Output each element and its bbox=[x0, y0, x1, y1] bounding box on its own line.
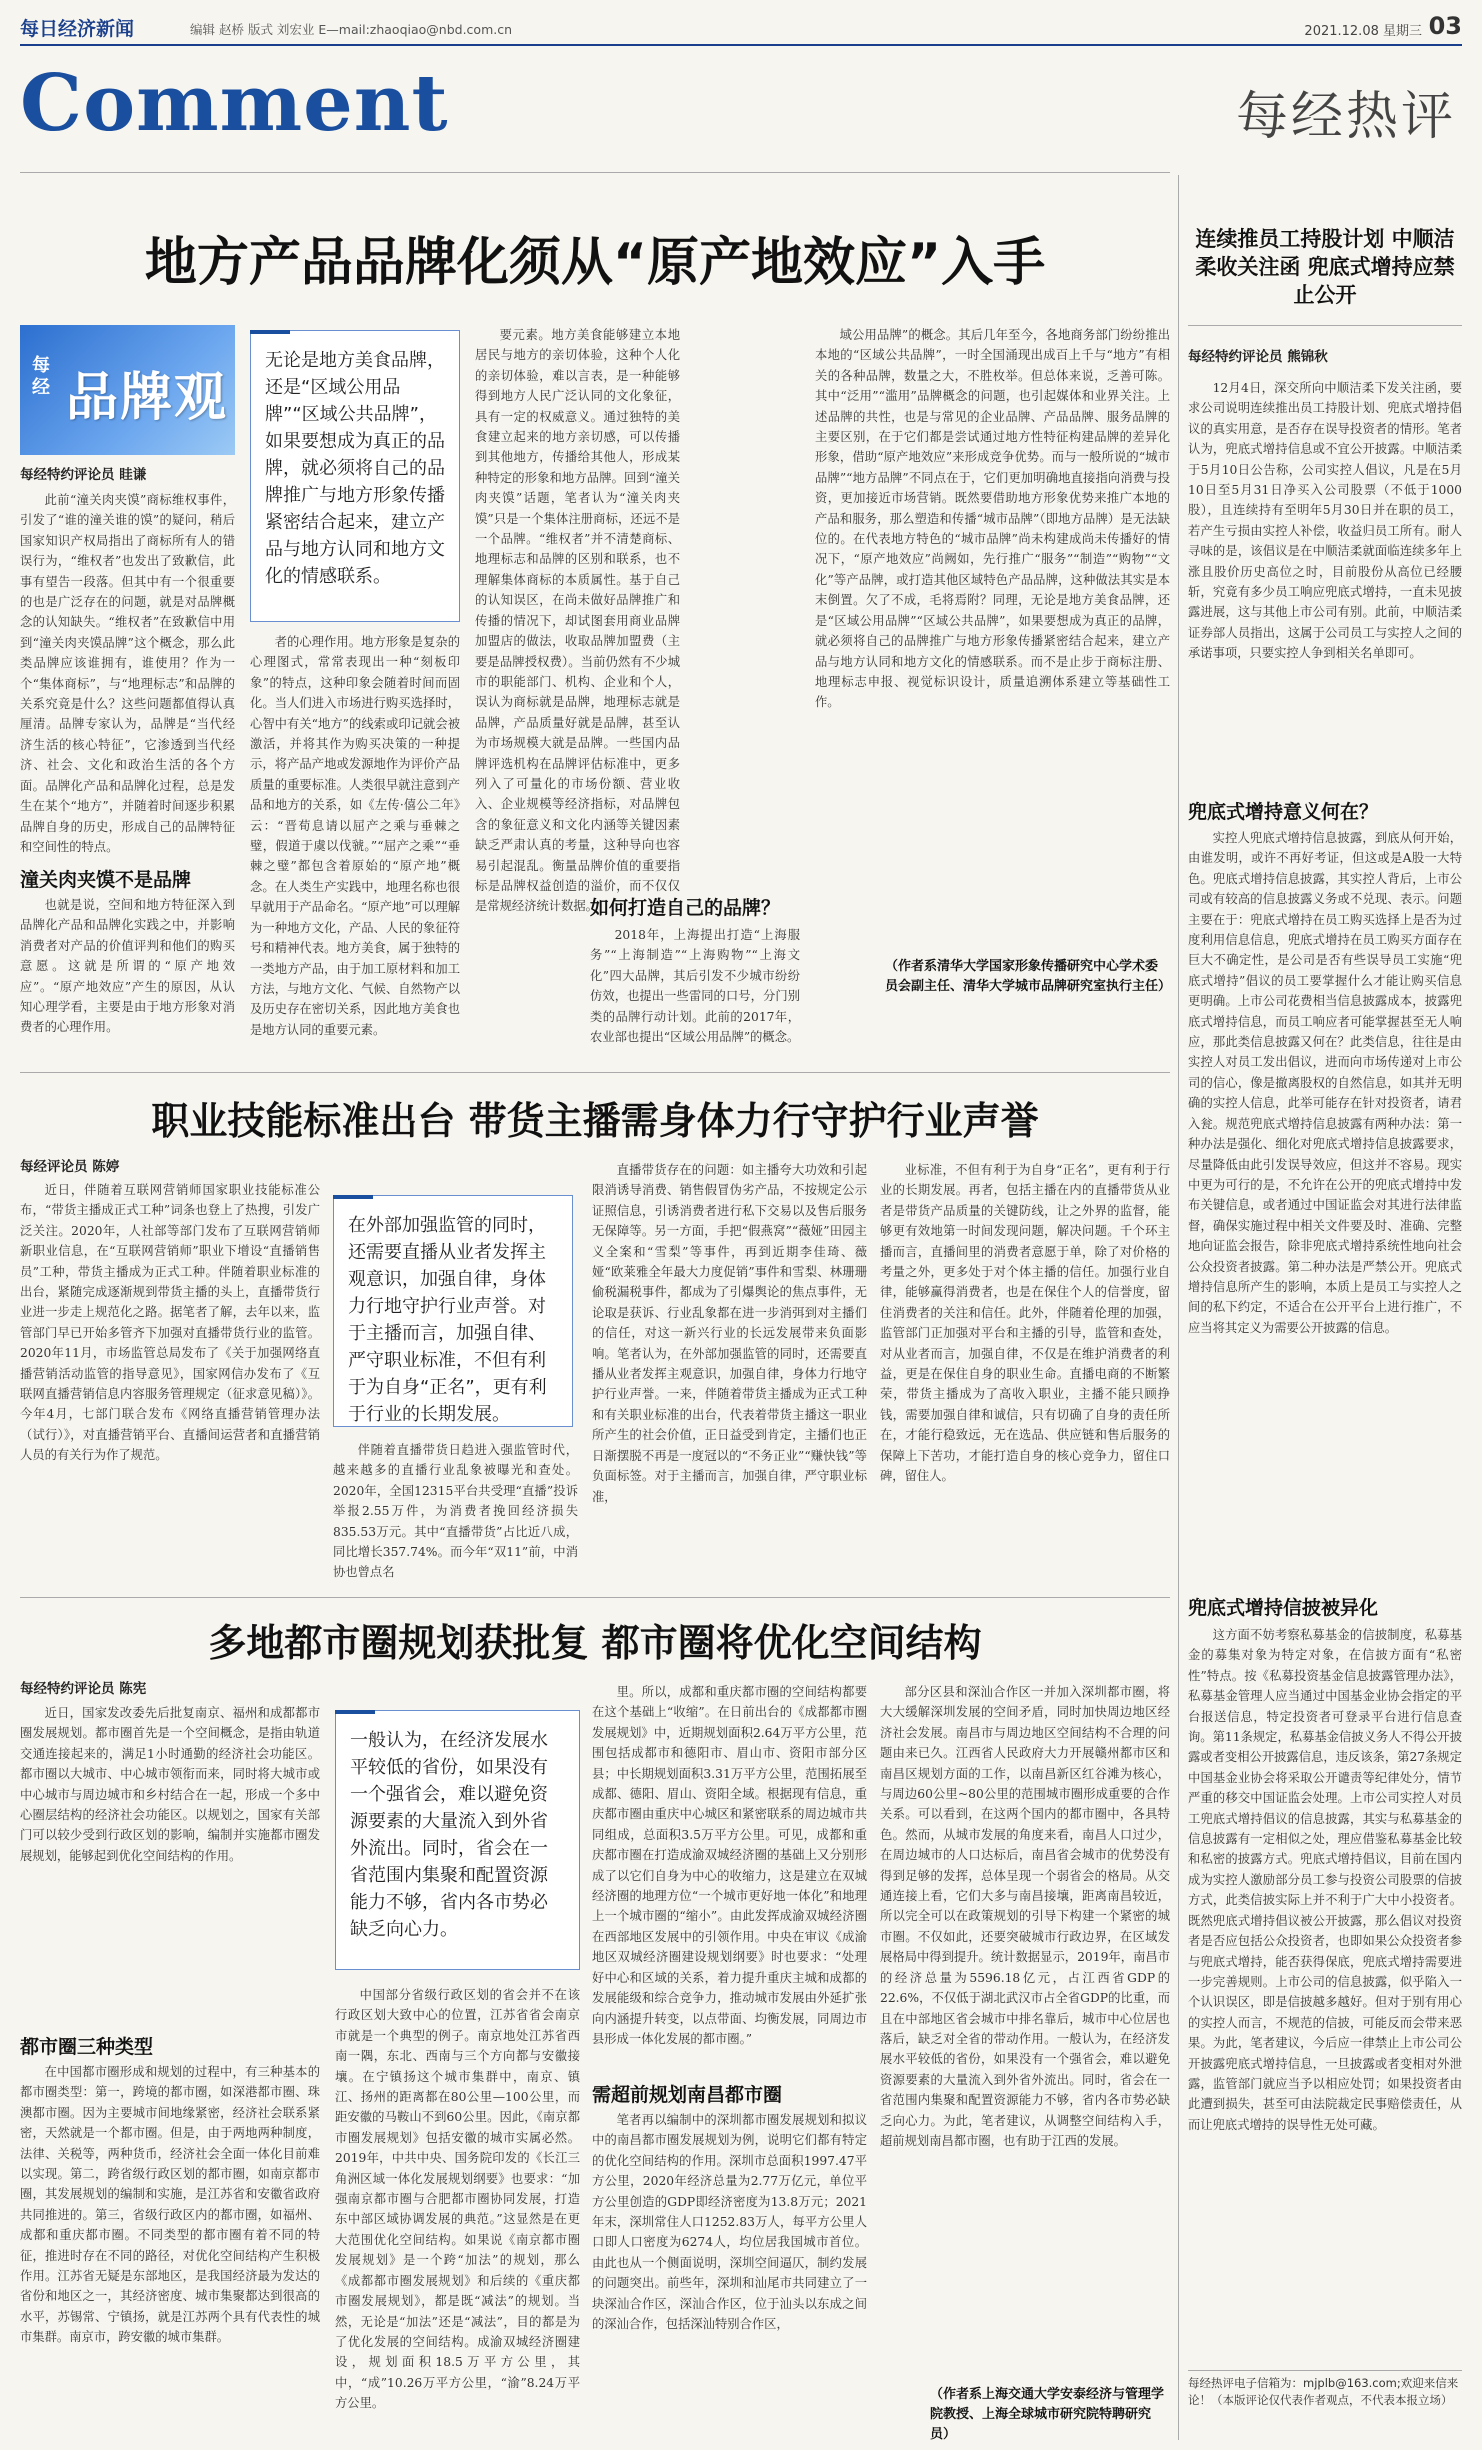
article2-col1: 近日，伴随着互联网营销师国家职业技能标准公布，“带货主播成正式工种”词条也登上了热搜，引发广泛关注。2020年，人社部等部门发布了互联网营销师新职业信息，在“互联网营销师”职业下增设“直播销售员”工种，带货主播成为正式工种。伴随着职业标准的出台，紧随完成逐渐规到带货主播的头上，直播带货行业进一步走上规范化之路。据笔者了解，去年以来，监管部门早已开始多管齐下加强对直播带货行业的监管。2020年11月，市场监管总局发布了《关于加强网络直播营销活动监管的指导意见》，国家网信办发布了《互联网直播营销信息内容服务管理规定（征求意见稿）》。今年4月，七部门联合发布《网络直播营销管理办法（试行）》，对直播营销平台、直播间运营者和直播营销人员的有关行为作了规范。 bbox=[20, 1183, 320, 1463]
article1-col1b: 也就是说，空间和地方特征深入到品牌化产品和品牌化实践之中，并影响消费者对产品的价值评判和他们的购买意愿。这就是所谓的“原产地效应”。“原产地效应”产生的原因，从认知心理学看，主要是由于地方形象对消费者的心理作用。 bbox=[20, 898, 235, 1035]
page-number: 03 bbox=[1428, 12, 1462, 40]
article1-col3: 要元素。地方美食能够建立本地居民与地方的亲切体验，这种个人化的亲切体验，难以言表，是一种能够得到地方人民广泛认同的文化象征，具有一定的权威意义。通过独特的美食建立起来的地方亲切感，可以传播到其他地方，传播给其他人，形成某种特定的形象和地方品牌。回到“潼关肉夹馍”话题，笔者认为“潼关肉夹馍”只是一个集体注册商标，还远不是一个品牌。“维权者”并不清楚商标、地理标志和品牌的区别和联系，也不理解集体商标的本质属性。基于自己的认知误区，在尚未做好品牌推广和传播的情况下，却试图套用商业品牌加盟店的做法，收取品牌加盟费（主要是品牌授权费）。当前仍然有不少城市的职能部门、机构、企业和个人，误认为商标就是品牌，地理标志就是品牌，产品质量好就是品牌，甚至认为市场规模大就是品牌。一些国内品牌评选机构在品牌评估标准中，更多列入了可量化的市场份额、营业收入、企业规模等经济指标，对品牌包含的象征意义和文化内涵等关键因素缺乏严肃认真的考量，这种导向也容易引起混乱。衡量品牌价值的重要指标是品牌权益创造的溢价，而不仅仅是常规经济统计数据。 bbox=[475, 328, 680, 914]
right-headline-rule bbox=[1188, 325, 1462, 326]
article2-col3: 直播带货存在的问题：如主播夸大功效和引起限消诱导消费、销售假冒伪劣产品，不按规定公示证照信息，引诱消费者进行私下交易以及售后服务无保障等。另一方面，手把“假燕窝”“薇娅”田园主义全案和“雪梨”等事件，再到近期李佳琦、薇娅“欧莱雅全年最大力度促销”事件和雪梨、林珊珊偷税漏税事件，都成为了引爆舆论的焦点事件，无论取是获诉、行业乱象都在进一步消弭到对主播们的信任，对这一新兴行业的长远发展带来负面影响。笔者认为，在外部加强监管的同时，还需要直播从业者发挥主观意识，加强自律，身体力行地守护行业声誉。一来，伴随着带货主播成为正式工种和有关职业标准的出台，代表着带货主播这一职业所产生的社会价值，正日益受到肯定，主播们也正日渐摆脱不再是一度冠以的“不务正业”“赚快钱”等负面标签。对于主播而言，加强自律，严守职业标准， bbox=[592, 1163, 867, 1504]
article3-col1: 近日，国家发改委先后批复南京、福州和成都都市圈发展规划。都市圈首先是一个空间概念，是指由轨道交通连接起来的，满足1小时通勤的经济社会功能区。都市圈以大城市、中心城市领衔而来，同时将大城市或中心城市与周边城市和乡村结合在一起，形成一个多中心圈层结构的经济社会功能区。以规划之，国家有关部门可以较少受到行政区划的影响，编制并实施都市圈发展规划，能够起到优化空间结构的作用。 bbox=[20, 1706, 320, 1863]
article1-byline: 每经特约评论员 眭谦 bbox=[20, 467, 147, 483]
article-divider-1 bbox=[20, 1072, 1170, 1073]
email-note-rule bbox=[1188, 2370, 1462, 2371]
article3-col2: 中国部分省级行政区划的省会并不在该行政区划大致中心的位置，江苏省省会南京市就是一个典型的例子。南京地处江苏省西南一隅，东北、西南与三个方向都与安徽接壤。在宁镇扬这个城市集群中，南京、镇江、扬州的距离都在80公里—100公里，而距安徽的马鞍山不到60公里。因此，《南京都市圈发展规划》包括安徽的城市实属必然。2019年，中共中央、国务院印发的《长江三角洲区域一体化发展规划纲要》也要求：“加强南京都市圈与合肥都市圈协同发展，打造东中部区域协调发展的典范。”这显然是在更大范围优化空间结构。如果说《南京都市圈发展规划》是一个跨“加法”的规划，那么《成都都市圈发展规划》和后续的《重庆都市圈发展规划》，都是既“减法”的规划。当然，无论是“加法”还是“减法”，目的都是为了优化发展的空间结构。成渝双城经济圈建设，规划面积18.5万平方公里，其中，“成”10.26万平方公里，“渝”8.24万平方公里。 bbox=[335, 1988, 580, 2411]
article1-subhead1: 潼关肉夹馍不是品牌 bbox=[20, 869, 192, 891]
article2-headline: 职业技能标准出台 带货主播需身体力行守护行业声誉 bbox=[151, 1099, 1039, 1143]
article1-col2: 者的心理作用。地方形象是复杂的心理图式，常常表现出一种“刻板印象”的特点，这种印象会随着时间而固化。当人们进入市场进行购买选择时，心智中有关“地方”的线索或印记就会被激活，并将其作为购买决策的一种提示，将产品产地或发源地作为评价产品质量的重要标准。人类很早就注意到产品和地方的关系，如《左传·僖公二年》云：“晋荀息请以屈产之乘与垂棘之璧，假道于虞以伐虢。”“屈产之乘”“垂棘之璧”都包含着原始的“原产地”概念。在人类生产实践中，地理名称也很早就用于产品命名。“原产地”可以理解为一种地方文化，产品、人民的象征符号和精神代表。地方美食，属于独特的一类地方产品，由于加工原材料和加工方法，与地方文化、气候、自然物产以及历史存在密切关系，因此地方美食也是地方认同的重要元素。 bbox=[250, 635, 460, 1037]
article3-col4: 部分区县和深汕合作区一并加入深圳都市圈，将大大缓解深圳发展的空间矛盾，同时加快周边地区经济社会发展。南昌市与周边地区空间结构不合理的问题由来已久。江西省人民政府大力开展赣州都市区和南昌区规划方面的工作，以南昌新区红谷滩为核心，与周边60公里~80公里的范围城市圈形成重要的合作关系。可以看到，在这两个国内的都市圈中，各具特色。然而，从城市发展的角度来看，南昌人口过少，在周边城市的人口达标后，南昌省会城市的优势没有得到足够的发挥，总体呈现一个弱省会的格局。从交通连接上看，它们大多与南昌接壤，距离南昌较近，所以完全可以在政策规划的引导下构建一个紧密的城市圈。不仅如此，还要突破城市行政边界，在区域发展格局中得到提升。统计数据显示，2019年，南昌市的经济总量为5596.18亿元，占江西省GDP的22.6%，不仅低于湖北武汉市占全省GDP的比重，而且在中部地区省会城市中排名靠后，城市中心位居也落后，缺乏对全省的带动作用。一般认为，在经济发展水平较低的省份，如果没有一个强省会，难以避免资源要素的大量流入到外省外流出。同时，省会在一省范围内集聚和配置资源能力不够，省内各市势必缺乏向心力。为此，笔者建议，从调整空间结构入手，超前规划南昌都市圈，也有助于江西的发展。 bbox=[880, 1685, 1170, 2148]
article2-col4: 业标准，不但有利于为自身“正名”，更有利于行业的长期发展。再者，包括主播在内的直播带货从业者是带货产品质量的关键防线，让之外界的监督，能够更有效地第一时间发现问题，解决问题。千个环主播而言，直播间里的消费者意愿于单，除了对价格的考量之外，更多处于对个体主播的信任。加强行业自律，能够赢得消费者，也是在保住个人的信誉度，留住消费者的关注和信任。此外，伴随着伦理的加强，监管部门正加强对平台和主播的引导，监管和查处，对从业者而言，加强自律，不仅是在维护消费者的利益，更是在保住自身的职业生命。直播电商的不断繁荣，带货主播成为了高收入职业，主播不能只顾挣钱，需要加强自律和诚信，只有切确了自身的责任所在，才能行稳致远，无在选品、供应链和售后服务的保障上下苦功，才能打造自身的核心竞争力，留住口碑，留住人。 bbox=[880, 1163, 1170, 1484]
article1-col3b: 2018年，上海提出打造“上海服务”“上海制造”“上海购物”“上海文化”四大品牌，其后引发不少城市纷纷仿效，也提出一些雷同的口号，分门别类的品牌行动计划。此前的2017年，农业部也提出“区域公用品牌”的概念。 bbox=[590, 928, 800, 1045]
email-note: 每经热评电子信箱为：mjplb@163.com;欢迎来信来论！（本版评论仅代表作者观点，不代表本报立场） bbox=[1188, 2376, 1459, 2407]
article1-col4: 域公用品牌”的概念。其后几年至今，各地商务部门纷纷推出本地的“区域公共品牌”，一时全国涌现出成百上千与“地方”有相关的各种品牌，数量之大，不胜枚举。但总体来说，乏善可陈。其中“泛用”“滥用”品牌概念的问题，也引起媒体和业界关注。上述品牌的共性，也是与常见的企业品牌、产品品牌、服务品牌的主要区别，在于它们都是尝试通过地方性特征构建品牌的差异化形象，借助“原产地效应”来形成竞争优势。而与一般所说的“城市品牌”“地方品牌”不同点在于，它们更加明确地直接指向消费与投资，更加接近市场营销。既然要借助地方形象优势来推广本地的产品和服务，那么塑造和传播“城市品牌”（即地方品牌）是无法缺位的。在代表地方特色的“城市品牌”尚未构建成尚未传播好的情况下，“原产地效应”尚阙如，先行推广“服务”“制造”“购物”“文化”等产品牌，或打造其他区域特色产品品牌，这种做法其实是本末倒置。欠了不成，毛将焉附？同理，无论是地方美食品牌，还是“区域公用品牌”“区域公共品牌”，如果要想成为真正的品牌，就必须将自己的品牌推广与地方形象传播紧密结合起来，建立产品与地方认同和地方文化的情感联系。而不是止步于商标注册、地理标志申报、视觉标识设计，质量追溯体系建立等基础性工作。 bbox=[815, 328, 1170, 710]
article1-subhead2: 如何打造自己的品牌？ bbox=[590, 897, 781, 919]
right-column-divider bbox=[1178, 175, 1179, 2440]
right-article-byline: 每经特约评论员 熊锦秋 bbox=[1188, 349, 1328, 365]
header-rule bbox=[20, 44, 1462, 46]
article3-subhead1: 都市圈三种类型 bbox=[20, 2036, 154, 2058]
logo-small-text: 每经 bbox=[32, 355, 50, 398]
article3-headline: 多地都市圈规划获批复 都市圈将优化空间结构 bbox=[208, 1621, 982, 1665]
right-article-col1: 12月4日，深交所向中顺洁柔下发关注函，要求公司说明连续推出员工持股计划、兜底式增持倡议的真实用意，是否存在误导投资者的情形。笔者认为，兜底式增持信息或不宜公开披露。中顺洁柔于5月10日公告称，公司实控人倡议，凡是在5月10日至5月31日净买入公司股票（不低于1000股），且连续持有至明年5月30日并在职的员工，若产生亏损由实控人补偿，收益归员工所有。耐人寻味的是，该倡议是在中顺洁柔就面临连续多年上涨且股价历史高位之时，目前股份从高位已经腰斩，究竟有多少员工响应兜底式增持，一直未见披露进展，这与其他上市公司有别。此前，中顺洁柔证券部人员指出，这属于公司员工与实控人之间的承诺事项，只要实控人争到相关名单即可。 bbox=[1188, 381, 1462, 661]
article2-col2: 伴随着直播带货日趋进入强监管时代，越来越多的直播行业乱象被曝光和查处。2020年，全国12315平台共受理“直播”投诉举报2.55万件，为消费者挽回经济损失835.53万元。其中“直播带货”占比近八成，同比增长357.74%。而今年“双11”前，中消协也曾点名 bbox=[333, 1443, 578, 1580]
article3-byline: 每经特约评论员 陈宪 bbox=[20, 1681, 147, 1697]
article1-author-note: （作者系清华大学国家形象传播研究中心学术委员会副主任、清华大学城市品牌研究室执行主任） bbox=[885, 959, 1172, 994]
logo-main-text: 品牌观 bbox=[66, 367, 229, 428]
article1-headline: 地方产品品牌化须从“原产地效应”入手 bbox=[144, 233, 1046, 293]
brand-column-logo bbox=[20, 325, 235, 455]
right-article-col2: 实控人兜底式增持信息披露，到底从何开始，由谁发明，或许不再好考证，但这或是A股一大特色。兜底式增持信息披露，其实控人背后，上市公司或有较高的信息披露义务或不兑现、表示。问题主要在于：兜底式增持在员工购买选择上是否为过度利用信息信息，兜底式增持在员工购买方面存在巨大不确定性，是公司是否有些误导员工实施“兜底式增持”倡议的员工要掌握什么才能让购买信息更明确。上市公司花费相当信息披露成本，披露兜底式增持信息，而员工响应者可能掌握甚至无人响应，那此类信息披露又何在？此类信息，往往是由实控人对员工发出倡议，进而向市场传递对上市公司的信心，像是撤离股权的自然信息，如其并无明确的实控人信息，此举可能存在针对投资者，请君入瓮。规范兜底式增持信息披露有两种办法：第一种办法是强化、细化对兜底式增持信息披露要求，尽量降低由此引发误导效应，但这并不容易。现实中更为可行的是，不允许在公开的兜底式增持中发布关键信息，或者通过中国证监会对其进行法律监督，确保实施过程中相关文件要及时、准确、完整地向证监会报告，除非兜底式增持系统性地向社会公众投资者披露。第二种办法是严禁公开。兜底式增持信息所产生的影响，本质上是员工与实控人之间的私下约定，不适合在公开平台上进行推广，不应当将其定义为需要公开披露的信息。 bbox=[1188, 831, 1462, 1335]
article3-pull-quote: 一般认为，在经济发展水平较低的省份，如果没有一个强省会，难以避免资源要素的大量流入到外省外流出。同时，省会在一省范围内集聚和配置资源能力不够，省内各市势必缺乏向心力。 bbox=[335, 1710, 580, 1970]
section-name: 每经热评 bbox=[1235, 87, 1456, 147]
article3-subhead2: 需超前规划南昌都市圈 bbox=[592, 2084, 783, 2106]
right-article-col3: 这方面不妨考察私募基金的信披制度，私募基金的募集对象为特定对象，在信披方面有“私密性”特点。按《私募投资基金信息披露管理办法》，私募基金管理人应当通过中国基金业协会指定的平台报送信息，特定投资者可登录平台进行信息查询。第11条规定，私募基金信披义务人不得公开披露或者变相公开披露信息，违反该条，第27条规定中国基金业协会将采取公开谴责等纪律处分，情节严重的移交中国证监会处理。上市公司实控人对员工兜底式增持倡议的信息披露，其实与私募基金的信息披露有一定相似之处，理应借鉴私募基金比较和私密的披露方式。兜底式增持倡议，目前在国内成为实控人激励部分员工参与投资公司股票的信披方式，此类信披实际上并不利于广大中小投资者。既然兜底式增持倡议被公开披露，那么倡议对投资者是否应包括公众投资者，也即如果公众投资者参与兜底式增持，能否获得保底，兜底式增持需要进一步完善规则。上市公司的信息披露，似乎陷入一个认识误区，即是信披越多越好。但对于别有用心的实控人而言，不规范的信披，可能反而会带来恶果。为此，笔者建议，今后应一律禁止上市公司公开披露兜底式增持信息，一旦披露或者变相对外泄露，监管部门就应当予以相应处罚；如果投资者由此遭到损失，甚至可由法院裁定民事赔偿责任，从而让兜底式增持的误导性无处可藏。 bbox=[1188, 1628, 1462, 2132]
masthead-bar bbox=[20, 12, 1462, 42]
article2-byline: 每经评论员 陈婷 bbox=[20, 1159, 120, 1175]
article1-pull-quote: 无论是地方美食品牌，还是“区域公用品牌”“区域公共品牌”，如果要想成为真正的品牌，就必须将自己的品牌推广与地方形象传播紧密结合起来，建立产品与地方认同和地方文化的情感联系。 bbox=[250, 330, 460, 622]
comment-title: Comment bbox=[20, 58, 449, 149]
right-subhead1: 兜底式增持意义何在？ bbox=[1188, 801, 1379, 823]
article1-col1: 此前“潼关肉夹馍”商标维权事件，引发了“谁的潼关谁的馍”的疑问，稍后国家知识产权局指出了商标所有人的错误行为，“维权者”也发出了致歉信，此事有望告一段落。但其中有一个很重要的也是广泛存在的问题，就是对品牌概念的认知缺失。“维权者”在致歉信中用到“潼关肉夹馍品牌”这个概念，那么此类品牌应该谁拥有，谁使用？作为一个“集体商标”，与“地理标志”和品牌的关系究竟是什么？这些问题都值得认真厘清。品牌专家认为，品牌是“当代经济生活的核心特征”，它渗透到当代经济、社会、文化和政治生活的各个方面。品牌化产品和品牌化过程，总是发生在某个“地方”，并随着时间逐步积累品牌自身的历史，形成自己的品牌特征和空间性的特点。 bbox=[20, 493, 235, 854]
article3-col1b: 在中国都市圈形成和规划的过程中，有三种基本的都市圈类型：第一，跨境的都市圈，如深港都市圈、珠澳都市圈。因为主要城市间地缘紧密，经济社会联系紧密，天然就是一个都市圈。但是，由于两地两种制度，法律、关税等，两种货币，经济社会全面一体化目前难以实现。第二，跨省级行政区划的都市圈，如南京都市圈，其发展规划的编制和实施，是江苏省和安徽省政府共同推进的。第三，省级行政区内的都市圈，如福州、成都和重庆都市圈。不同类型的都市圈有着不同的特征，推进时存在不同的路径，对优化空间结构产生积极作用。江苏省无疑是东部地区，是我国经济最为发达的省份和地区之一，其经济密度、城市集聚都达到很高的水平，苏锡常、宁镇扬，就是江苏两个具有代表性的城市集群。南京市，跨安徽的城市集群。 bbox=[20, 2065, 320, 2345]
newspaper-brand: 每日经济新闻 bbox=[20, 18, 135, 40]
right-article-headline: 连续推员工持股计划 中顺洁柔收关注函 兜底式增持应禁止公开 bbox=[1195, 227, 1455, 307]
editor-info: 编辑 赵桥 版式 刘宏业 E—mail:zhaoqiao@nbd.com.cn bbox=[190, 22, 513, 37]
right-subhead2: 兜底式增持信披被异化 bbox=[1188, 1597, 1379, 1619]
header-divider bbox=[20, 172, 1170, 173]
article3-col3b: 笔者再以编制中的深圳都市圈发展规划和拟议中的南昌都市圈发展规划为例，说明它们都有特定的优化空间结构的作用。深圳市总面积1997.47平方公里，2020年经济总量为2.77万亿元，单位平方公里创造的GDP即经济密度为13.8万元；2021年末，深圳常住人口1252.83万人，每平方公里人口即人口密度为6274人，均位居我国城市首位。由此也从一个侧面说明，深圳空间逼仄，制约发展的问题突出。前些年，深圳和汕尾市共同建立了一块深汕合作区，深汕合作区，位于汕头以东成之间的深汕合作，包括深汕特别合作区， bbox=[592, 2113, 867, 2332]
issue-date: 2021.12.08 星期三 bbox=[1304, 24, 1422, 39]
article3-col3: 里。所以，成都和重庆都市圈的空间结构都要在这个基础上“收缩”。在日前出台的《成都都市圈发展规划》中，近期规划面积2.64万平方公里，范围包括成都市和德阳市、眉山市、资阳市部分区县；中长期规划面积3.31万平方公里，范围拓展至成都、德阳、眉山、资阳全域。根据现有信息，重庆都市圈由重庆中心城区和紧密联系的周边城市共同组成，总面积3.5万平方公里。可见，成都和重庆都市圈在打造成渝双城经济圈的基础上又分别形成了以它们自身为中心的收缩力，这是建立在双城经济圈的地理方位“一个城市更好地一体化”和地理上一个城市圈的“缩小”。由此发挥成渝双城经济圈在西部地区发展中的引领作用。中央在审议《成渝地区双城经济圈建设规划纲要》时也要求：“处理好中心和区域的关系，着力提升重庆主城和成都的发展能级和综合竞争力，推动城市发展由外延扩张向内涵提升转变，以点带面、均衡发展，同周边市县形成一体化发展的都市圈。” bbox=[592, 1685, 867, 2046]
article2-pull-quote: 在外部加强监管的同时，还需要直播从业者发挥主观意识，加强自律，身体力行地守护行业声誉。对于主播而言，加强自律、严守职业标准，不但有利于为自身“正名”，更有利于行业的长期发展。 bbox=[333, 1195, 573, 1427]
article-divider-2 bbox=[20, 1597, 1170, 1598]
article3-author-note: （作者系上海交通大学安泰经济与管理学院教授、上海全球城市研究院特聘研究员） bbox=[930, 2387, 1165, 2442]
